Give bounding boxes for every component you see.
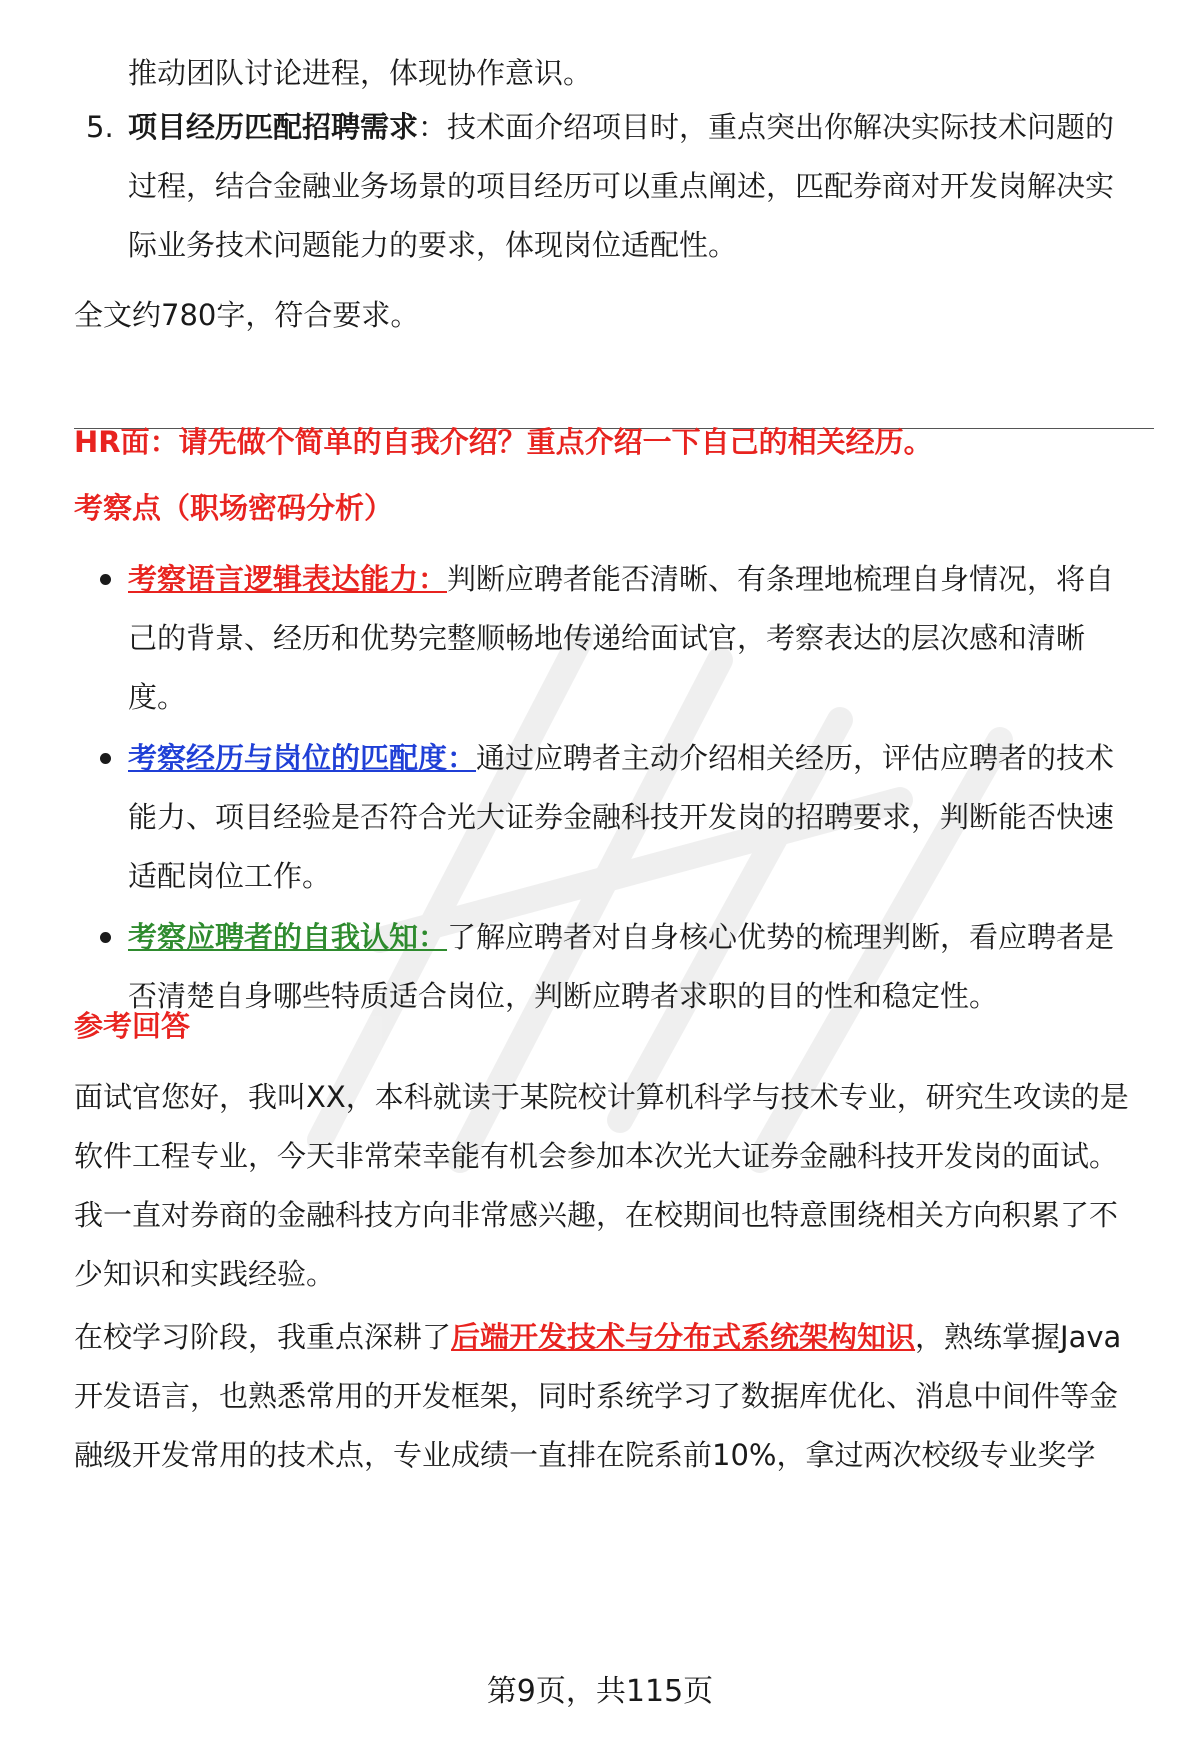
answer-paragraph-2 — [74, 1308, 1154, 1485]
answer-line: 软件工程专业，今天非常荣幸能有机会参加本次光大证券金融科技开发岗的面试。 — [74, 1139, 1119, 1173]
bullet-text-line3: 适配岗位工作。 — [128, 859, 332, 893]
answer-line: 少知识和实践经验。 — [74, 1257, 336, 1291]
bullet-text-line1: 通过应聘者主动介绍相关经历，评估应聘者的技术 — [476, 741, 1115, 775]
answer-line: 开发语言，也熟悉常用的开发框架，同时系统学习了数据库优化、消息中间件等金 — [74, 1379, 1119, 1413]
answer-line: 我一直对券商的金融科技方向非常感兴趣，在校期间也特意围绕相关方向积累了不 — [74, 1198, 1119, 1232]
bullet-text-line2: 己的背景、经历和优势完整顺畅地传递给面试官，考察表达的层次感和清晰 — [128, 621, 1086, 655]
answer-line: 面试官您好，我叫XX，本科就读于某院校计算机科学与技术专业，研究生攻读的是 — [74, 1080, 1129, 1114]
analysis-bullet-list — [74, 550, 1154, 1026]
answer-heading: 参考回答 — [74, 1009, 191, 1043]
item-text-line2: 过程，结合金融业务场景的项目经历可以重点阐述，匹配券商对开发岗解决实 — [128, 169, 1115, 203]
bullet-item-language — [74, 550, 1154, 727]
item-number: 5. — [86, 110, 114, 144]
answer-highlight: 后端开发技术与分布式系统架构知识 — [451, 1320, 916, 1354]
item-text-line3: 际业务技术问题能力的要求，体现岗位适配性。 — [128, 228, 738, 262]
question-heading: HR面：请先做个简单的自我介绍？重点介绍一下自己的相关经历。 — [74, 425, 933, 459]
bullet-label: 考察应聘者的自我认知： — [128, 920, 448, 954]
bullet-text-line2: 能力、项目经验是否符合光大证券金融科技开发岗的招聘要求，判断能否快速 — [128, 800, 1115, 834]
item-text-line1: 技术面介绍项目时，重点突出你解决实际技术问题的 — [447, 110, 1115, 144]
analysis-heading: 考察点（职场密码分析） — [74, 491, 394, 525]
word-count-note: 全文约780字，符合要求。 — [74, 298, 420, 332]
bullet-text-line2: 否清楚自身哪些特质适合岗位，判断应聘者求职的目的性和稳定性。 — [128, 979, 999, 1013]
bullet-dot-icon — [100, 932, 111, 943]
answer-line-suffix: ，熟练掌握Java — [915, 1320, 1122, 1354]
bullet-text-line3: 度。 — [128, 680, 187, 714]
bullet-text-line1: 判断应聘者能否清晰、有条理地梳理自身情况，将自 — [447, 562, 1115, 596]
answer-line: 融级开发常用的技术点，专业成绩一直排在院系前10%，拿过两次校级专业奖学 — [74, 1438, 1096, 1472]
answer-line-prefix: 在校学习阶段，我重点深耕了 — [74, 1320, 452, 1354]
page-footer: 第9页，共115页 — [486, 1674, 714, 1709]
answer-paragraph-1 — [74, 1068, 1154, 1304]
item-title: 项目经历匹配招聘需求 — [128, 110, 419, 144]
bullet-item-self-awareness — [74, 908, 1154, 1026]
bullet-label: 考察语言逻辑表达能力： — [128, 562, 448, 596]
bullet-text-line1: 了解应聘者对自身核心优势的梳理判断，看应聘者是 — [447, 920, 1115, 954]
bullet-item-match — [74, 729, 1154, 906]
bullet-dot-icon — [100, 574, 111, 585]
bullet-dot-icon — [100, 753, 111, 764]
continuation-line: 推动团队讨论进程，体现协作意识。 — [128, 56, 593, 90]
numbered-item-5 — [74, 98, 1154, 275]
item-separator: ： — [418, 110, 448, 144]
bullet-label: 考察经历与岗位的匹配度： — [128, 741, 477, 775]
